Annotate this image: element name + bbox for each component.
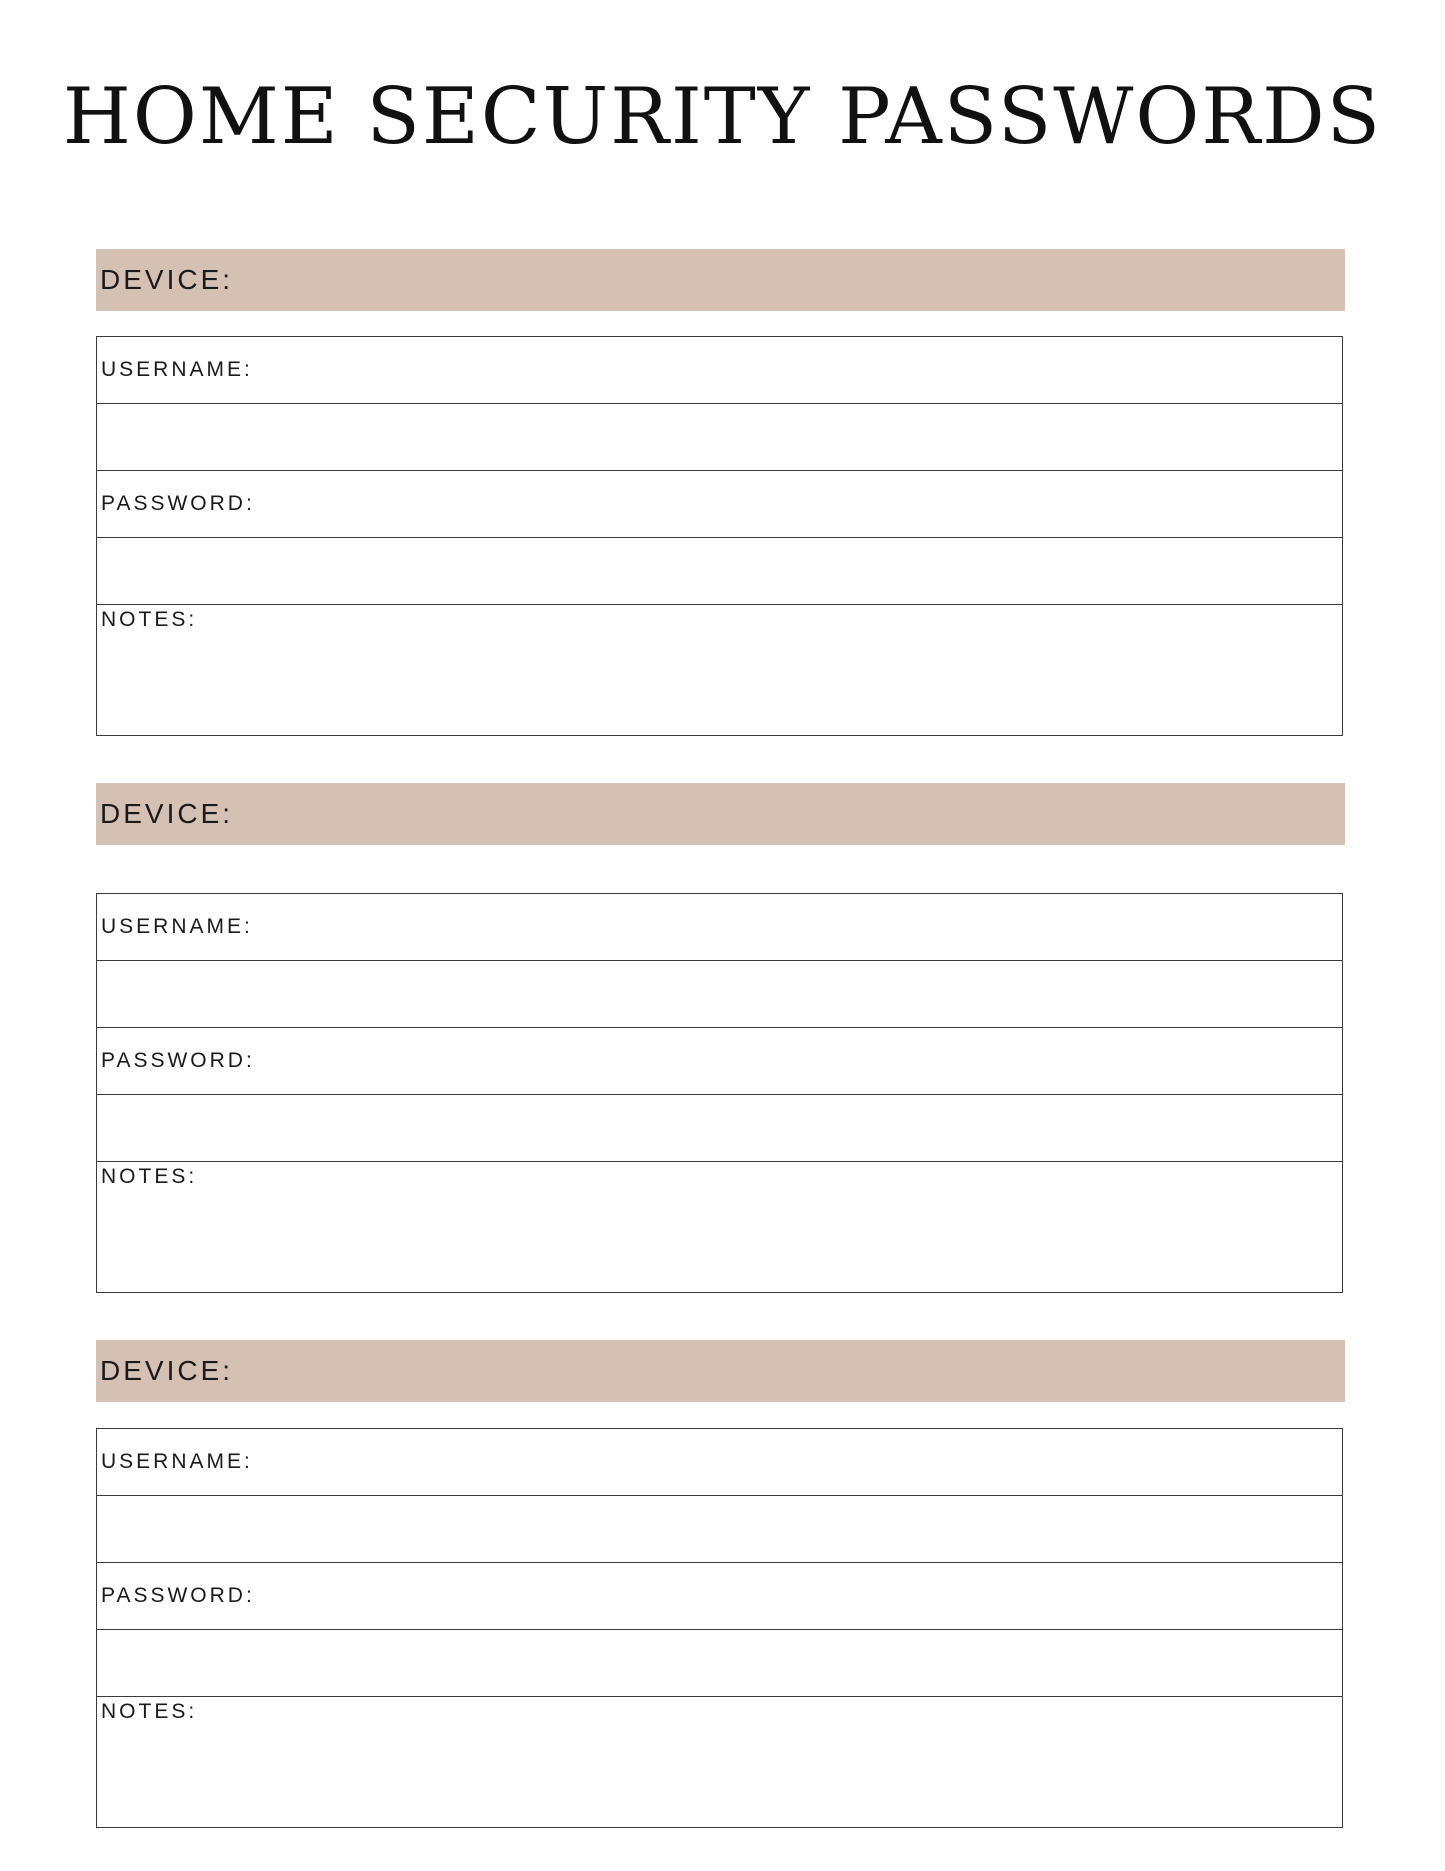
username-label: USERNAME: [101,1450,253,1473]
notes-label: NOTES: [101,608,198,631]
notes-field[interactable] [97,1162,1342,1292]
device-label: DEVICE: [100,264,234,295]
entry-box-1 [96,336,1343,736]
notes-label: NOTES: [101,1165,198,1188]
entry-box-3 [96,1428,1343,1828]
password-label: PASSWORD: [101,1584,255,1607]
device-header-3 [96,1340,1345,1402]
username-row[interactable] [97,1429,1342,1496]
password-row[interactable] [97,1028,1342,1095]
password-row[interactable] [97,471,1342,538]
username-row[interactable] [97,337,1342,404]
password-field[interactable] [97,538,1342,605]
device-header-2 [96,783,1345,845]
username-field[interactable] [97,961,1342,1028]
password-label: PASSWORD: [101,492,255,515]
notes-field[interactable] [97,1697,1342,1827]
password-row[interactable] [97,1563,1342,1630]
username-field[interactable] [97,404,1342,471]
password-label: PASSWORD: [101,1049,255,1072]
password-field[interactable] [97,1630,1342,1697]
username-label: USERNAME: [101,915,253,938]
device-header-1 [96,249,1345,311]
notes-field[interactable] [97,605,1342,735]
device-label: DEVICE: [100,798,234,829]
username-field[interactable] [97,1496,1342,1563]
password-field[interactable] [97,1095,1342,1162]
entry-box-2 [96,893,1343,1293]
device-label: DEVICE: [100,1355,234,1386]
username-row[interactable] [97,894,1342,961]
page-title: HOME SECURITY PASSWORDS [62,72,1383,162]
username-label: USERNAME: [101,358,253,381]
notes-label: NOTES: [101,1700,198,1723]
